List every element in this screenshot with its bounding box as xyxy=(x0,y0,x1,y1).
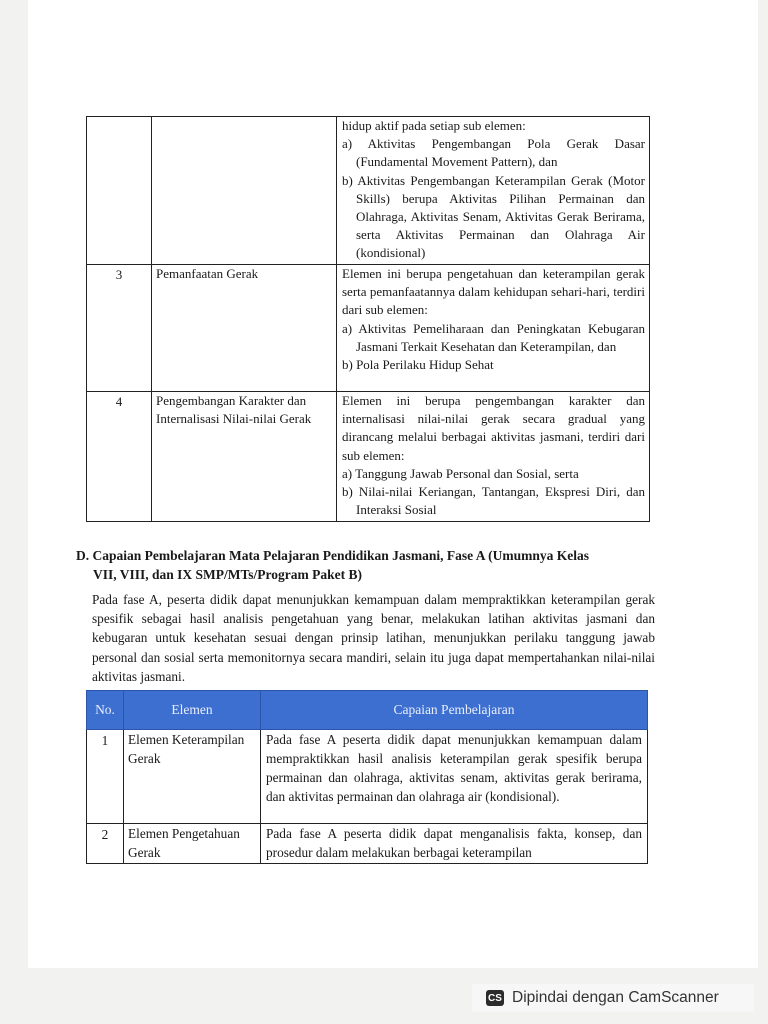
section-paragraph: Pada fase A, peserta didik dapat menunjukkan kemampuan dalam mempraktikkan keterampilan gerak spesifik sebagai hasil analisis pengetahuan yang benar, melakukan latihan aktivitas jasmani dan kebugaran untuk kesehatan sesuai dengan prinsip latihan, menunjukkan perilaku tanggung jawab personal dan sosial serta memonitornya secara mandiri, selain itu juga dapat mempertahankan nilai-nilai aktivitas jasmani. xyxy=(92,592,655,684)
section-heading-line: D. Capaian Pembelajaran Mata Pelajaran Pendidikan Jasmani, Fase A (Umumnya Kelas xyxy=(76,548,590,563)
header-no: No. xyxy=(87,691,124,730)
row-number: 2 xyxy=(87,824,124,864)
table-row xyxy=(87,824,648,864)
row-number: 1 xyxy=(87,730,124,824)
row-number xyxy=(87,117,152,265)
element-description xyxy=(337,265,650,392)
table-row xyxy=(87,392,650,522)
description-line: b) Nilai-nilai Keriangan, Tantangan, Ekspresi Diri, dan Interaksi Sosial xyxy=(342,484,645,518)
header-learning-outcome: Capaian Pembelajaran xyxy=(261,691,648,730)
table-row xyxy=(87,117,650,265)
row-number: 4 xyxy=(87,392,152,522)
learning-outcome: Pada fase A peserta didik dapat menunjukkan kemampuan dalam mempraktikkan hasil analisis keterampilan gerak spesifik berupa permainan dan olahraga, aktivitas senam, aktivitas gerak berirama, dan aktivitas permainan dan olahraga air (kondisional). xyxy=(261,730,648,824)
table-row xyxy=(87,265,650,392)
section-heading xyxy=(76,546,656,584)
element-name: Elemen Keterampilan Gerak xyxy=(124,730,261,824)
description-line: b) Aktivitas Pengembangan Keterampilan Gerak (Motor Skills) berupa Aktivitas Pilihan Permainan dan Olahraga, Aktivitas Senam, Aktivitas Gerak Berirama, serta Aktivitas Permainan dan Olahraga Air (kondisional) xyxy=(342,172,645,261)
table-row xyxy=(87,730,648,824)
camscanner-watermark xyxy=(472,984,754,1012)
learning-outcomes-table xyxy=(86,690,648,864)
element-name: Pemanfaatan Gerak xyxy=(152,265,337,392)
description-line: a) Aktivitas Pengembangan Pola Gerak Dasar (Fundamental Movement Pattern), dan xyxy=(342,136,645,170)
camscanner-logo-icon: CS xyxy=(486,990,504,1006)
description-line: a) Tanggung Jawab Personal dan Sosial, serta xyxy=(342,465,579,481)
element-name: Pengembangan Karakter dan Internalisasi Nilai-nilai Gerak xyxy=(152,392,337,522)
description-line: b) Pola Perilaku Hidup Sehat xyxy=(342,357,494,373)
element-description xyxy=(337,117,650,265)
element-description xyxy=(337,392,650,522)
section-heading-line: VII, VIII, dan IX SMP/MTs/Program Paket B) xyxy=(93,567,363,582)
watermark-text: Dipindai dengan CamScanner xyxy=(512,989,719,1006)
description-line: hidup aktif pada setiap sub elemen: xyxy=(342,118,526,133)
description-line: Elemen ini berupa pengembangan karakter dan internalisasi nilai-nilai gerak secara gradual yang dirancang melalui berbagai aktivitas jasmani, terdiri dari sub elemen: xyxy=(342,393,645,463)
element-name xyxy=(152,117,337,265)
description-line: a) Aktivitas Pemeliharaan dan Peningkatan Kebugaran Jasmani Terkait Kesehatan dan Keterampilan, dan xyxy=(342,320,645,354)
header-element: Elemen xyxy=(124,691,261,730)
element-name: Elemen Pengetahuan Gerak xyxy=(124,824,261,864)
description-line: Elemen ini berupa pengetahuan dan keterampilan gerak serta pemanfaatannya dalam kehidupan sehari-hari, terdiri dari sub elemen: xyxy=(342,266,645,318)
elements-table-continued xyxy=(86,116,650,522)
learning-outcome: Pada fase A peserta didik dapat menganalisis fakta, konsep, dan prosedur dalam melakukan berbagai keterampilan xyxy=(261,824,648,864)
table-header-row xyxy=(87,691,648,730)
row-number: 3 xyxy=(87,265,152,392)
